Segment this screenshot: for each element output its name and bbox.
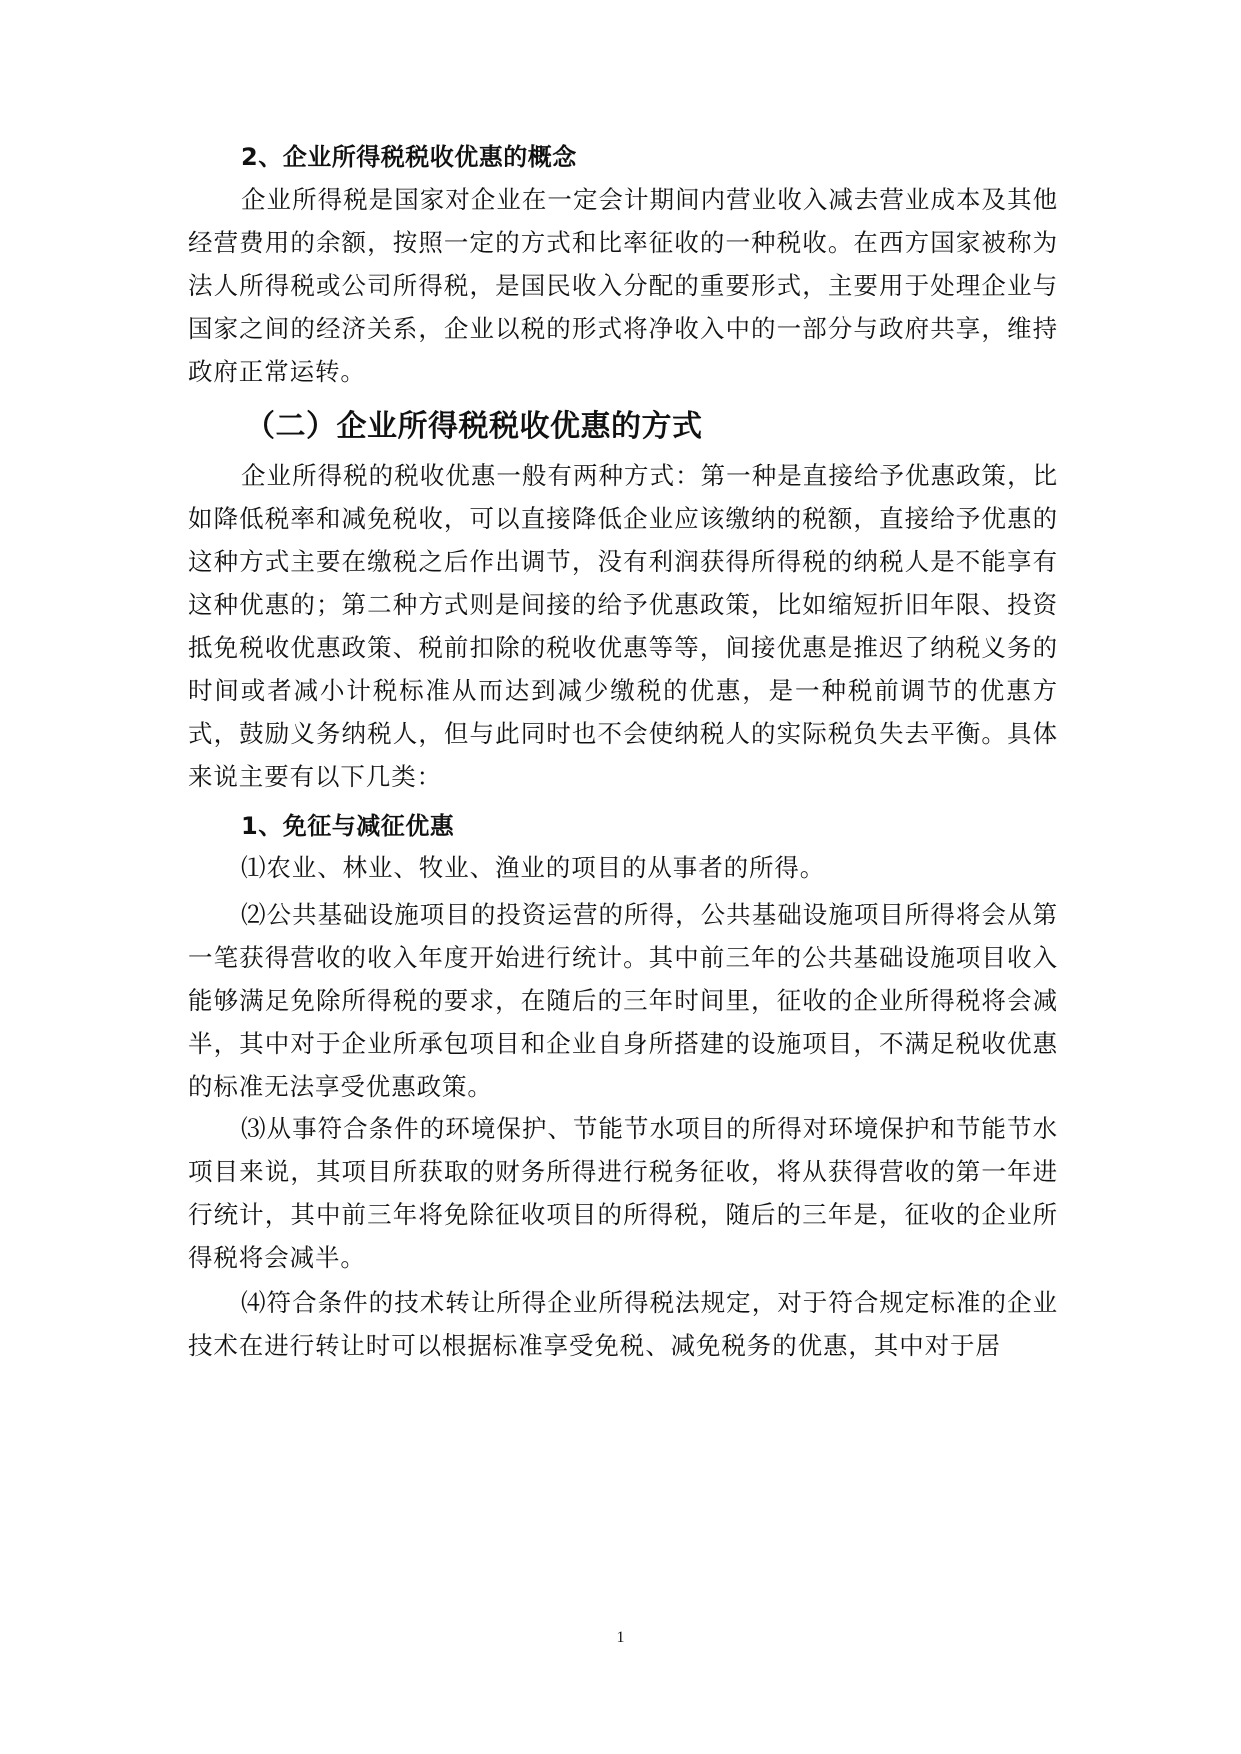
section-title: （二）企业所得税税收优惠的方式	[245, 409, 703, 444]
paragraph-concept: 企业所得税是国家对企业在一定会计期间内营业收入减去营业成本及其他经营费用的余额，按照一定的方式和比率征收的一种税收。在西方国家被称为法人所得税或公司所得税，是国民收入分配的重要形式，主要用于处理企业与国家之间的经济关系，企业以税的形式将净收入中的一部分与政府共享，维持政府正常运转。	[188, 185, 1058, 386]
page-number: 1	[616, 1629, 625, 1646]
list-item-4: ⑷符合条件的技术转让所得企业所得税法规定，对于符合规定标准的企业技术在进行转让时可以根据标准享受免税、减免税务的优惠，其中对于居	[188, 1288, 1058, 1360]
paragraph-methods: 企业所得税的税收优惠一般有两种方式：第一种是直接给予优惠政策，比如降低税率和减免税收，可以直接降低企业应该缴纳的税额，直接给予优惠的这种方式主要在缴税之后作出调节，没有利润获得所得税的纳税人是不能享有这种优惠的；第二种方式则是间接的给予优惠政策，比如缩短折旧年限、投资抵免税收优惠政策、税前扣除的税收优惠等等，间接优惠是推迟了纳税义务的时间或者减小计税标准从而达到减少缴税的优惠，是一种税前调节的优惠方式，鼓励义务纳税人，但与此同时也不会使纳税人的实际税负失去平衡。具体来说主要有以下几类：	[188, 461, 1058, 791]
list-item-1: ⑴农业、林业、牧业、渔业的项目的从事者的所得。	[241, 853, 826, 882]
heading-concept: 2、企业所得税税收优惠的概念	[241, 143, 577, 171]
list-item-2: ⑵公共基础设施项目的投资运营的所得，公共基础设施项目所得将会从第一笔获得营收的收入年度开始进行统计。其中前三年的公共基础设施项目收入能够满足免除所得税的要求，在随后的三年时间里，征收的企业所得税将会减半，其中对于企业所承包项目和企业自身所搭建的设施项目，不满足税收优惠的标准无法享受优惠政策。	[188, 900, 1058, 1101]
heading-exemption: 1、免征与减征优惠	[241, 812, 455, 840]
list-item-3: ⑶从事符合条件的环境保护、节能节水项目的所得对环境保护和节能节水项目来说，其项目所获取的财务所得进行税务征收，将从获得营收的第一年进行统计，其中前三年将免除征收项目的所得税，随后的三年是，征收的企业所得税将会减半。	[188, 1114, 1058, 1272]
